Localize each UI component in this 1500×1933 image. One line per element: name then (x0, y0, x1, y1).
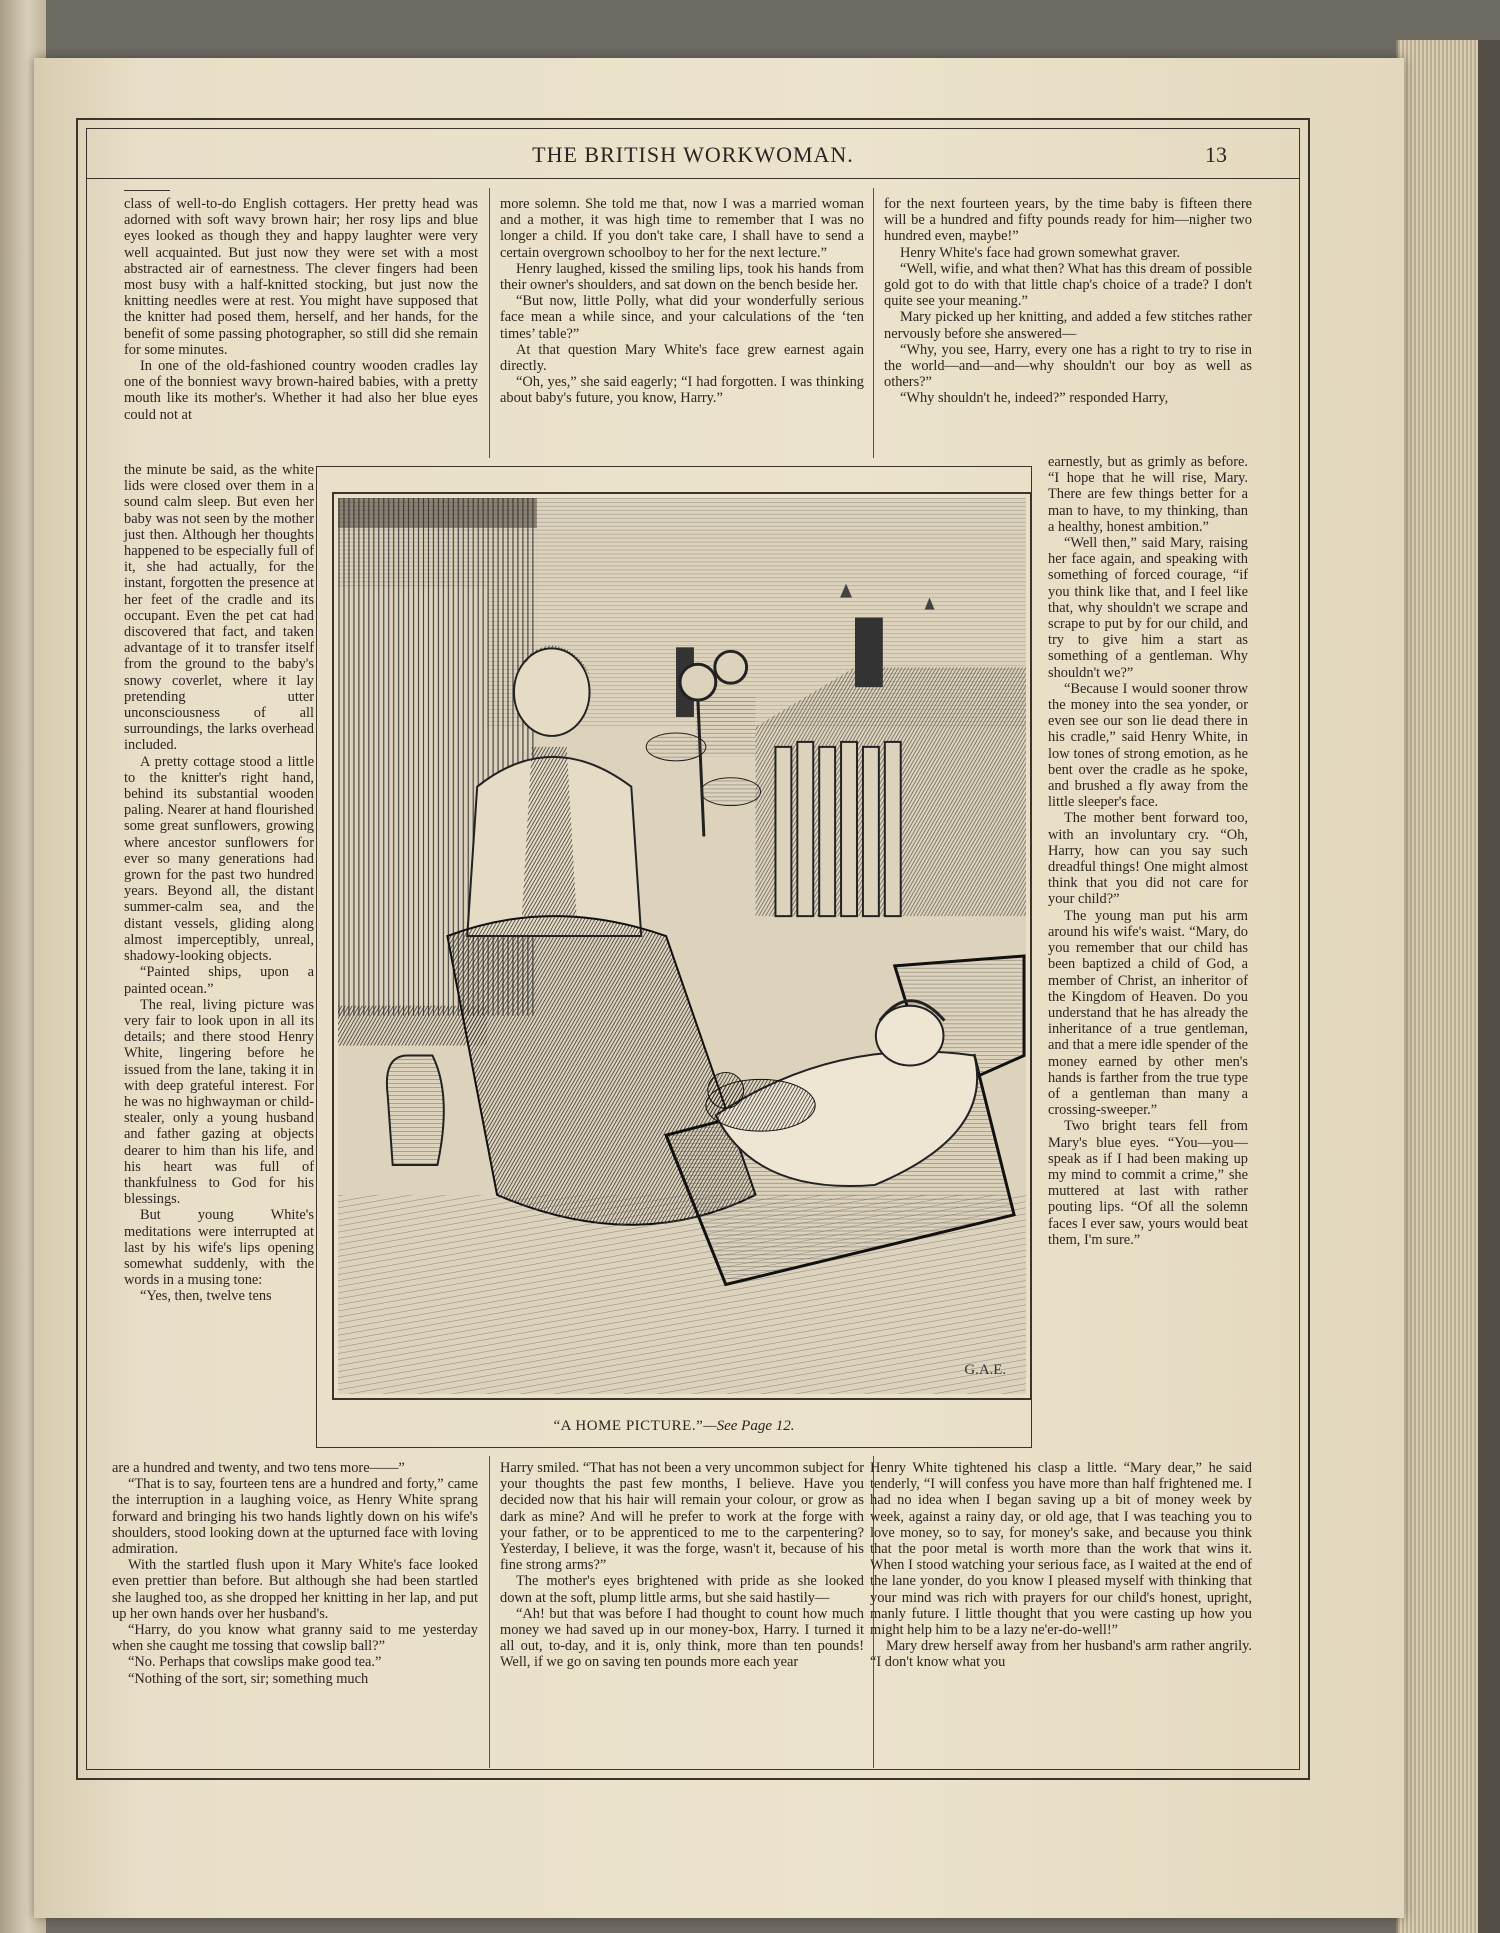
paragraph: The young man put his arm around his wife's waist. “Mary, do you remember that our child has been baptized a child of God, a member of Christ, an inheritor of the Kingdom of Heaven. Do you understand that he has already the inheritance of a true gentleman, and that a mere idle spender of the money earned by other men's hands is farther from the true type of a gentleman than many a crossing-sweeper.” (1048, 907, 1248, 1119)
column-rule (489, 188, 490, 458)
paragraph: At that question Mary White's face grew earnest again directly. (500, 341, 864, 375)
paragraph: In one of the old-fashioned country wooden cradles lay one of the bonniest wavy brown-haired babies, with a pretty mouth like its mother's. Whether it had also her blue eyes could not at (124, 358, 478, 423)
caption-reference: —See Page 12. (703, 1418, 795, 1434)
column-3-top (884, 196, 1252, 407)
paragraph: “Harry, do you know what granny said to me yesterday when she caught me tossing that cowslip ball?” (112, 1622, 478, 1655)
paragraph: Harry smiled. “That has not been a very uncommon subject for your thoughts the past few months, I believe. Have you decided now that his hair will remain your colour, or grow as dark as mine? And will he prefer to work at the forge with your father, or to be apprenticed to me to the carpentering? Yesterday, I believe, it was the forge, wasn't it, because of his fine strong arms?” (500, 1460, 864, 1574)
paragraph: “That is to say, fourteen tens are a hundred and forty,” came the interruption in a laughing voice, as Henry White sprang forward and bringing his two hands lightly down on his wife's shoulders, stood looking down at the upturned face with loving admiration. (112, 1476, 478, 1558)
paragraph: “Why, you see, Harry, every one has a right to try to rise in the world—and—and—why shouldn't our boy as well as others?” (884, 341, 1252, 391)
book-page-edges (1396, 40, 1500, 1933)
paragraph: But young White's meditations were interrupted at last by his wife's lips opening somewhat suddenly, with the words in a musing tone: (124, 1207, 314, 1289)
paragraph: The real, living picture was very fair to look upon in all its details; and there stood Henry White, lingering before he issued from the lane, taking it in with deep grateful interest. For he was no highwayman or child-stealer, only a young husband and father gazing at objects dearer to him than his life, and his heart was full of thankfulness to God for his blessings. (124, 996, 314, 1208)
paragraph: earnestly, but as grimly as before. “I hope that he will rise, Mary. There are few things better for a man to have, to my thinking, than a healthy, honest ambition.” (1048, 454, 1248, 535)
paragraph: “But now, little Polly, what did your wonderfully serious face mean a while since, and your calculations of the ‘ten times’ table?” (500, 293, 864, 342)
paragraph: “Well, wifie, and what then? What has this dream of possible gold got to do with that little chap's choice of a trade? I don't quite see your meaning.” (884, 260, 1252, 310)
paragraph: “Because I would sooner throw the money into the sea yonder, or even see our son lie dead there in his cradle,” said Henry White, in low tones of strong emotion, as he bent over the cradle as he spoke, and brushed a fly away from the little sleeper's face. (1048, 680, 1248, 811)
paragraph: are a hundred and twenty, and two tens more——” (112, 1460, 405, 1476)
paragraph: Two bright tears fell from Mary's blue eyes. “You—you—speak as if I had been making up my mind to commit a crime,” she muttered at last with rather pouting lips. “Of all the solemn faces I ever saw, yours would beat them, I'm sure.” (1048, 1118, 1248, 1248)
engraving-image (338, 498, 1026, 1394)
column-1-wrap (124, 462, 314, 1305)
running-head: THE BRITISH WORKWOMAN. (532, 142, 854, 167)
paragraph: more solemn. She told me that, now I was a married woman and a mother, it was high time to remember that I was no longer a child. If you don't take care, I shall have to send a certain overgrown schoolboy to her for the next lecture.” (500, 196, 864, 261)
paragraph: for the next fourteen years, by the time baby is fifteen there will be a hundred and fifty pounds ready for him—nigher two hundred even, maybe!” (884, 196, 1252, 245)
header-rule (86, 178, 1300, 179)
column-3-bottom (870, 1460, 1252, 1671)
paragraph: class of well-to-do English cottagers. Her pretty head was adorned with soft wavy brown hair; her rosy lips and blue eyes looked as though they and happy laughter were very well acquainted. But just now they were set with a most abstracted air of earnestness. The clever fingers had been most busy with a half-knitted stocking, but just now the knitting needles were at rest. You might have supposed that the knitter had posed them, herself, and her hands, for the benefit of some passing photographer, so still did she remain for some minutes. (124, 196, 478, 358)
illustration-caption (316, 1418, 1032, 1435)
column-rule (489, 1456, 490, 1768)
paragraph: “Ah! but that was before I had thought to count how much money we had saved up in our money-box, Harry. I turned it all out, to-day, and it is, only think, more than ten pounds! Well, if we go on saving ten pounds more each year (500, 1605, 864, 1671)
caption-title: “A HOME PICTURE.” (553, 1418, 704, 1434)
column-3-wrap (1048, 454, 1248, 1248)
paragraph: Henry White's face had grown somewhat graver. (900, 244, 1181, 261)
column-2-top (500, 196, 864, 407)
paragraph: Henry laughed, kissed the smiling lips, took his hands from their owner's shoulders, and sat down on the bench beside her. (500, 260, 864, 294)
paragraph: The mother's eyes brightened with pride as she looked down at the soft, plump little arms, but she said hastily— (500, 1573, 864, 1606)
paragraph: “Yes, then, twelve tens (140, 1288, 272, 1305)
column-rule (873, 188, 874, 458)
paragraph: “Nothing of the sort, sir; something much (128, 1670, 369, 1687)
engraving-home-picture (332, 492, 1032, 1400)
paragraph: Mary drew herself away from her husband's arm rather angrily. “I don't know what you (870, 1638, 1252, 1671)
column-2-bottom (500, 1460, 864, 1671)
paragraph: “Oh, yes,” she said eagerly; “I had forgotten. I was thinking about baby's future, you know, Harry.” (500, 374, 864, 407)
engraving-monogram: G.A.E. (964, 1362, 1007, 1379)
paragraph: The mother bent forward too, with an involuntary cry. “Oh, Harry, how can you say such dreadful things! One might almost think that you did not care for your child?” (1048, 810, 1248, 908)
paragraph: “No. Perhaps that cowslips make good tea.” (128, 1654, 382, 1671)
column-1-top (124, 196, 478, 423)
section-rule (124, 190, 170, 191)
paragraph: Mary picked up her knitting, and added a few stitches rather nervously before she answered— (884, 309, 1252, 342)
paragraph: “Well then,” said Mary, raising her face again, and speaking with something of forced courage, “if you think like that, and I feel like that, why shouldn't we scrape and scrape to put by for our child, and try to give him a start as something of a gentleman. Why shouldn't we?” (1048, 535, 1248, 681)
paragraph: “Painted ships, upon a painted ocean.” (124, 964, 314, 997)
page-number: 13 (1205, 142, 1227, 167)
paragraph: “Why shouldn't he, indeed?” responded Harry, (900, 390, 1169, 407)
paragraph: the minute be said, as the white lids were closed over them in a sound calm sleep. But even her baby was not seen by the mother just then. Although her thoughts happened to be especially full of it, she had actually, for the instant, forgotten the presence at her feet of the cradle and its occupant. Even the pet cat had discovered that fact, and taken advantage of it to transfer itself from the ground to the baby's snowy coverlet, where it lay pretending utter unconsciousness of all surroundings, the larks overhead included. (124, 462, 314, 754)
paragraph: Henry White tightened his clasp a little. “Mary dear,” he said tenderly, “I will confess you have more than half frightened me. I had no idea when I began saving up a bit of money week by week, against a rainy day, or old age, that I was teaching you to love money, so to say, for money's sake, and because you think that the poor metal is worth more than the work that wins it. When I stood watching your serious face, as I waited at the end of the lane yonder, do you know I pleased myself with thinking that your mind was rich with prayers for our child's honest, upright, manly future. I little thought that you were casting up how you might help him to be a lazy ne'er-do-well!” (870, 1460, 1252, 1639)
column-1-bottom (112, 1460, 478, 1687)
paragraph: With the startled flush upon it Mary White's face looked even prettier than before. But although she had been startled she laughed too, as she dropped her knitting in her lap, and put up her own hands over her husband's. (112, 1557, 478, 1622)
paragraph: A pretty cottage stood a little to the knitter's right hand, behind its substantial wooden paling. Nearer at hand flourished some great sunflowers, growing where ancestor sunflowers for ever so many generations had grown for the past two hundred years. Beyond all, the distant summer-calm sea, and the distant vessels, gliding along almost imperceptibly, unreal, shadowy-looking objects. (124, 753, 314, 965)
